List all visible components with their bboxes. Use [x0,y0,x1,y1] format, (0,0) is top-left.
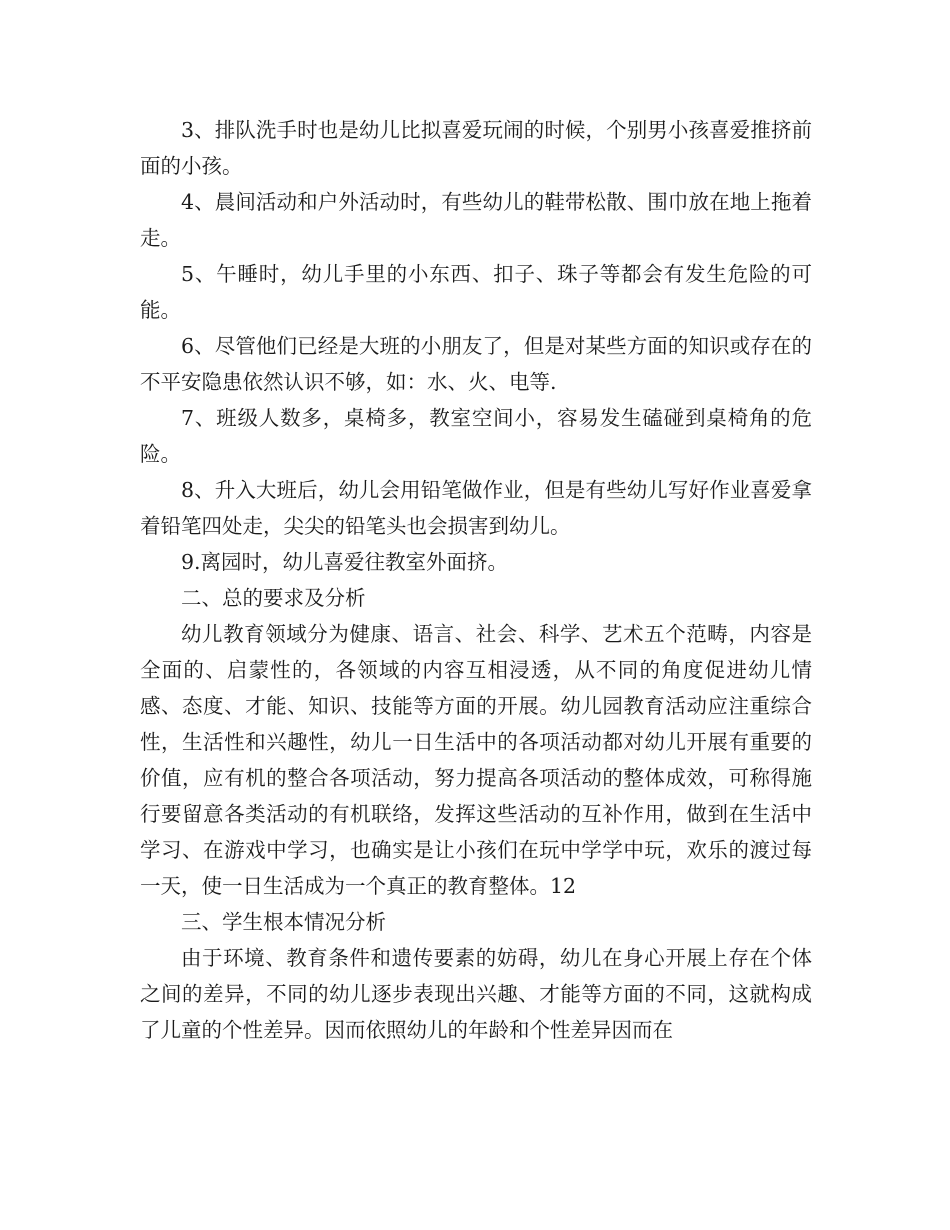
list-item-4: 4、晨间活动和户外活动时，有些幼儿的鞋带松散、围巾放在地上拖着走。 [140,190,812,250]
section-3-paragraph: 由于环境、教育条件和遗传要素的妨碍，幼儿在身心开展上存在个体之间的差异，不同的幼儿逐步表现出兴趣、才能等方面的不同，这就构成了儿童的个性差异。因而依照幼儿的年龄和个性差异因而在 [140,946,812,1042]
section-heading-3: 三、学生根本情况分析 [181,910,386,934]
list-item-9: 9.离园时，幼儿喜爱往教室外面挤。 [181,550,509,574]
list-item-8: 8、升入大班后，幼儿会用铅笔做作业，但是有些幼儿写好作业喜爱拿着铅笔四处走，尖尖的铅笔头也会损害到幼儿。 [140,478,812,538]
section-heading-2: 二、总的要求及分析 [181,586,366,610]
list-item-6: 6、尽管他们已经是大班的小朋友了，但是对某些方面的知识或存在的不平安隐患依然认识不够，如：水、火、电等. [140,334,812,394]
list-item-3: 3、排队洗手时也是幼儿比拟喜爱玩闹的时候，个别男小孩喜爱推挤前面的小孩。 [140,118,812,178]
document-body [140,112,812,1048]
list-item-5: 5、午睡时，幼儿手里的小东西、扣子、珠子等都会有发生危险的可能。 [140,262,812,322]
section-2-paragraph: 幼儿教育领域分为健康、语言、社会、科学、艺术五个范畴，内容是全面的、启蒙性的，各领域的内容互相浸透，从不同的角度促进幼儿情感、态度、才能、知识、技能等方面的开展。幼儿园教育活动应注重综合性，生活性和兴趣性，幼儿一日生活中的各项活动都对幼儿开展有重要的价值，应有机的整合各项活动，努力提高各项活动的整体成效，可称得施行要留意各类活动的有机联络，发挥这些活动的互补作用，做到在生活中学习、在游戏中学习，也确实是让小孩们在玩中学学中玩，欢乐的渡过每一天，使一日生活成为一个真正的教育整体。12 [140,622,812,898]
list-item-7: 7、班级人数多，桌椅多，教室空间小，容易发生磕碰到桌椅角的危险。 [140,406,812,466]
